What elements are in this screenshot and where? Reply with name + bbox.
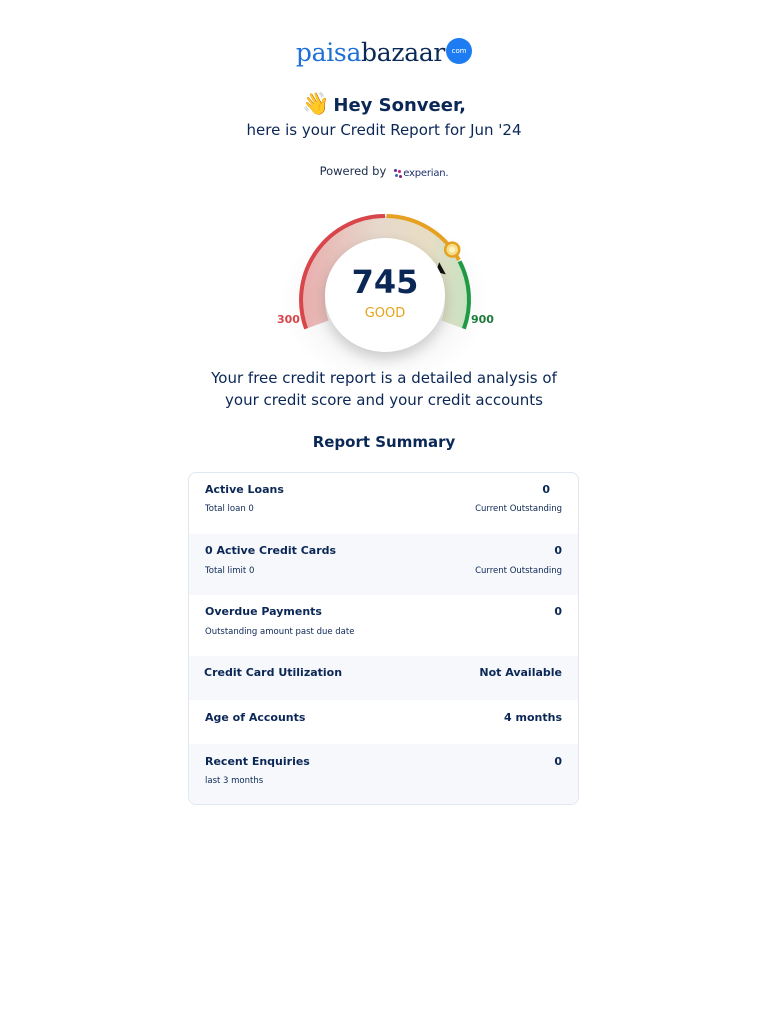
summary-row-subtitle: Outstanding amount past due date: [205, 627, 355, 637]
summary-row-value: 0: [554, 605, 562, 618]
summary-row-title: Age of Accounts: [205, 711, 306, 724]
summary-row-value: 4 months: [504, 711, 562, 724]
report-description-line2: your credit score and your credit accounts: [225, 391, 543, 409]
waving-hand-icon: 👋: [301, 92, 330, 117]
powered-by-label: Powered by: [319, 163, 387, 178]
summary-row-subtitle: Total limit 0: [205, 566, 255, 576]
credit-score-value: 745: [351, 263, 419, 301]
summary-row-subtitle: Total loan 0: [205, 504, 254, 514]
summary-row-value-subtitle: Current Outstanding: [475, 566, 562, 576]
experian-wordmark: experian.: [403, 168, 449, 179]
logo-bazaar: bazaar: [361, 38, 446, 67]
gauge-max-label: 900: [471, 313, 494, 326]
summary-row-credit-card-utilization[interactable]: [189, 656, 578, 700]
summary-row-subtitle: last 3 months: [205, 776, 264, 786]
logo-com-badge: com: [446, 38, 472, 64]
summary-row-active-loans[interactable]: [189, 473, 578, 534]
summary-row-active-credit-cards[interactable]: [189, 534, 578, 595]
summary-row-title: Active Loans: [205, 483, 284, 496]
summary-row-title: Credit Card Utilization: [204, 666, 343, 679]
summary-row-value: 0: [542, 483, 550, 496]
summary-row-title: Recent Enquiries: [205, 755, 310, 768]
greeting-subtitle: here is your Credit Report for Jun '24: [246, 121, 522, 139]
report-summary-card: [188, 472, 579, 805]
credit-score-rating: GOOD: [364, 306, 406, 321]
summary-row-title: 0 Active Credit Cards: [205, 544, 337, 557]
report-summary-title: Report Summary: [312, 433, 456, 451]
summary-row-value: 0: [554, 544, 562, 557]
gauge-min-label: 300: [277, 313, 300, 326]
summary-row-overdue-payments[interactable]: [189, 595, 578, 656]
logo-paisa: paisa: [295, 38, 362, 67]
summary-row-recent-enquiries[interactable]: [189, 744, 578, 805]
greeting-title: Hey Sonveer,: [333, 94, 467, 116]
report-description-line1: Your free credit report is a detailed analysis of: [211, 369, 557, 387]
report-description: [0, 367, 768, 411]
gauge-score-marker-dot: [449, 247, 455, 253]
summary-row-age-of-accounts[interactable]: [189, 700, 578, 744]
summary-row-value: Not Available: [479, 666, 562, 679]
summary-row-value-subtitle: Current Outstanding: [475, 504, 562, 514]
summary-row-title: Overdue Payments: [205, 605, 322, 618]
summary-row-value: 0: [554, 755, 562, 768]
